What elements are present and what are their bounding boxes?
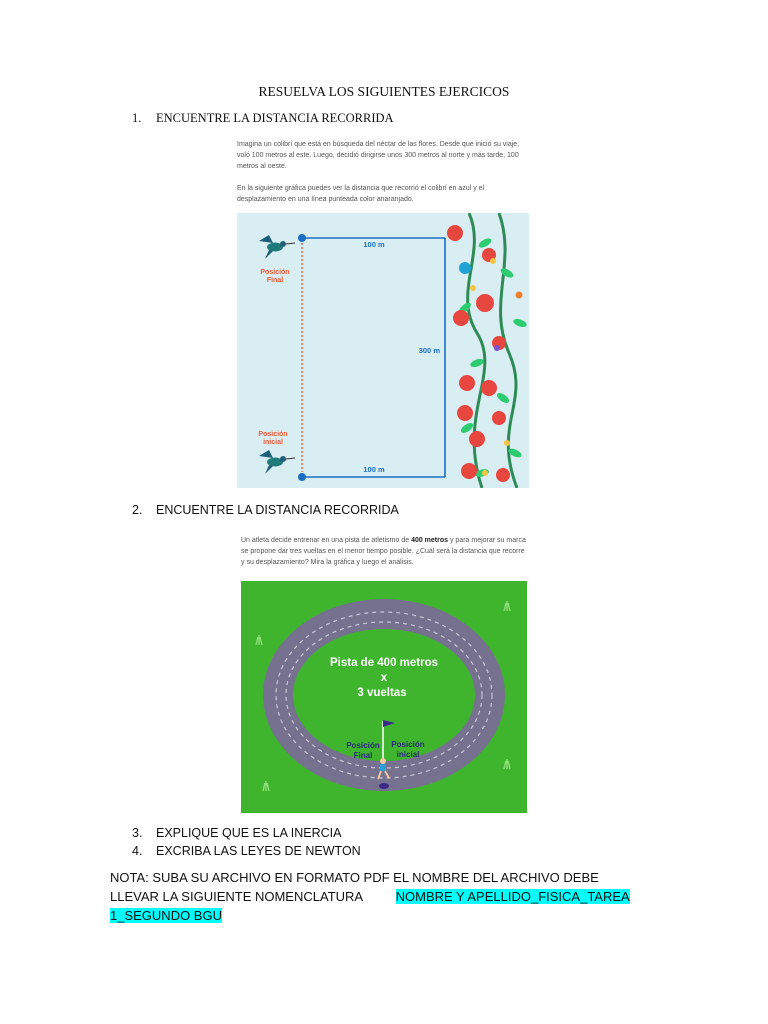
paragraph-text-start: Un atleta decide entrenar en una pista de atletismo de	[241, 537, 412, 544]
submission-note	[110, 868, 630, 925]
item-label: EXCRIBA LAS LEYES DE NEWTON	[156, 844, 361, 858]
track-diagram	[241, 581, 527, 813]
note-text: NOTA: SUBA SU ARCHIVO EN FORMATO PDF EL NOMBRE DEL ARCHIVO DEBE LLEVAR LA SIGUIENTE NOMENCLATURA	[110, 870, 599, 904]
final-position-label-line1: Posición	[346, 741, 380, 750]
final-position-label-line2: Final	[353, 751, 373, 760]
top-distance-label: 100 m	[363, 240, 385, 249]
final-position-label-line2: Final	[266, 277, 284, 284]
exercise-3-heading	[132, 826, 341, 840]
item-number: 4.	[132, 844, 143, 858]
side-distance-label: 300 m	[418, 346, 440, 355]
track-label-line1: Pista de 400 metros	[329, 657, 439, 669]
end-point-dot	[298, 234, 306, 242]
bottom-distance-label: 100 m	[363, 465, 385, 474]
item-number: 1.	[132, 111, 142, 125]
initial-position-label-line1: Posición	[391, 740, 425, 749]
item-label: EXPLIQUE QUE ES LA INERCIA	[156, 826, 342, 840]
final-position-label-line1: Posición	[260, 269, 290, 276]
paragraph-text-end: y para mejorar su marca se propone dar tres vueltas en el menor tiempo posible. ¿Cuál será la distancia que recorre y su desplazamiento? Mira la gráfica y luego el análisis.	[241, 537, 526, 566]
exercise-4-heading	[132, 844, 361, 858]
item-label: ENCUENTRE LA DISTANCIA RECORRIDA	[156, 503, 399, 517]
track-figure	[241, 581, 527, 813]
exercise-2-paragraph	[241, 535, 529, 568]
file-name-format: NOMBRE Y APELLIDO_FISICA_TAREA 1_SEGUNDO BGU	[110, 889, 630, 923]
item-number: 3.	[132, 826, 143, 840]
exercise-1-paragraph-1: Imagina un colibrí que está en búsqueda del néctar de las flores. Desde que inició su viaje, voló 100 metros al este. Luego, decidió dirigirse unos 300 metros al norte y más tarde, 100 metros al oeste.	[237, 141, 520, 170]
exercise-2-heading	[132, 503, 399, 517]
track-label-line3: 3 vueltas	[357, 687, 407, 699]
hummingbird-figure	[237, 213, 529, 488]
hummingbird-diagram	[237, 213, 529, 488]
initial-position-label-line2: inicial	[263, 439, 283, 446]
page-title: RESUELVA LOS SIGUIENTES EJERCICOS	[258, 84, 510, 99]
paragraph-bold-text: 400 metros	[411, 537, 449, 544]
item-label: ENCUENTRE LA DISTANCIA RECORRIDA	[156, 111, 394, 125]
exercise-1-heading	[132, 111, 394, 126]
start-point-dot	[298, 473, 306, 481]
initial-position-label-line1: Posición	[258, 431, 288, 438]
track-label-line2: x	[380, 672, 388, 684]
exercise-1-paragraph-2: En la siguiente gráfica puedes ver la distancia que recorrió el colibrí en azul y el desplazamiento en una línea punteada color anaranjado.	[237, 185, 485, 203]
initial-position-label-line2: inicial	[396, 750, 420, 759]
item-number: 2.	[132, 503, 143, 517]
